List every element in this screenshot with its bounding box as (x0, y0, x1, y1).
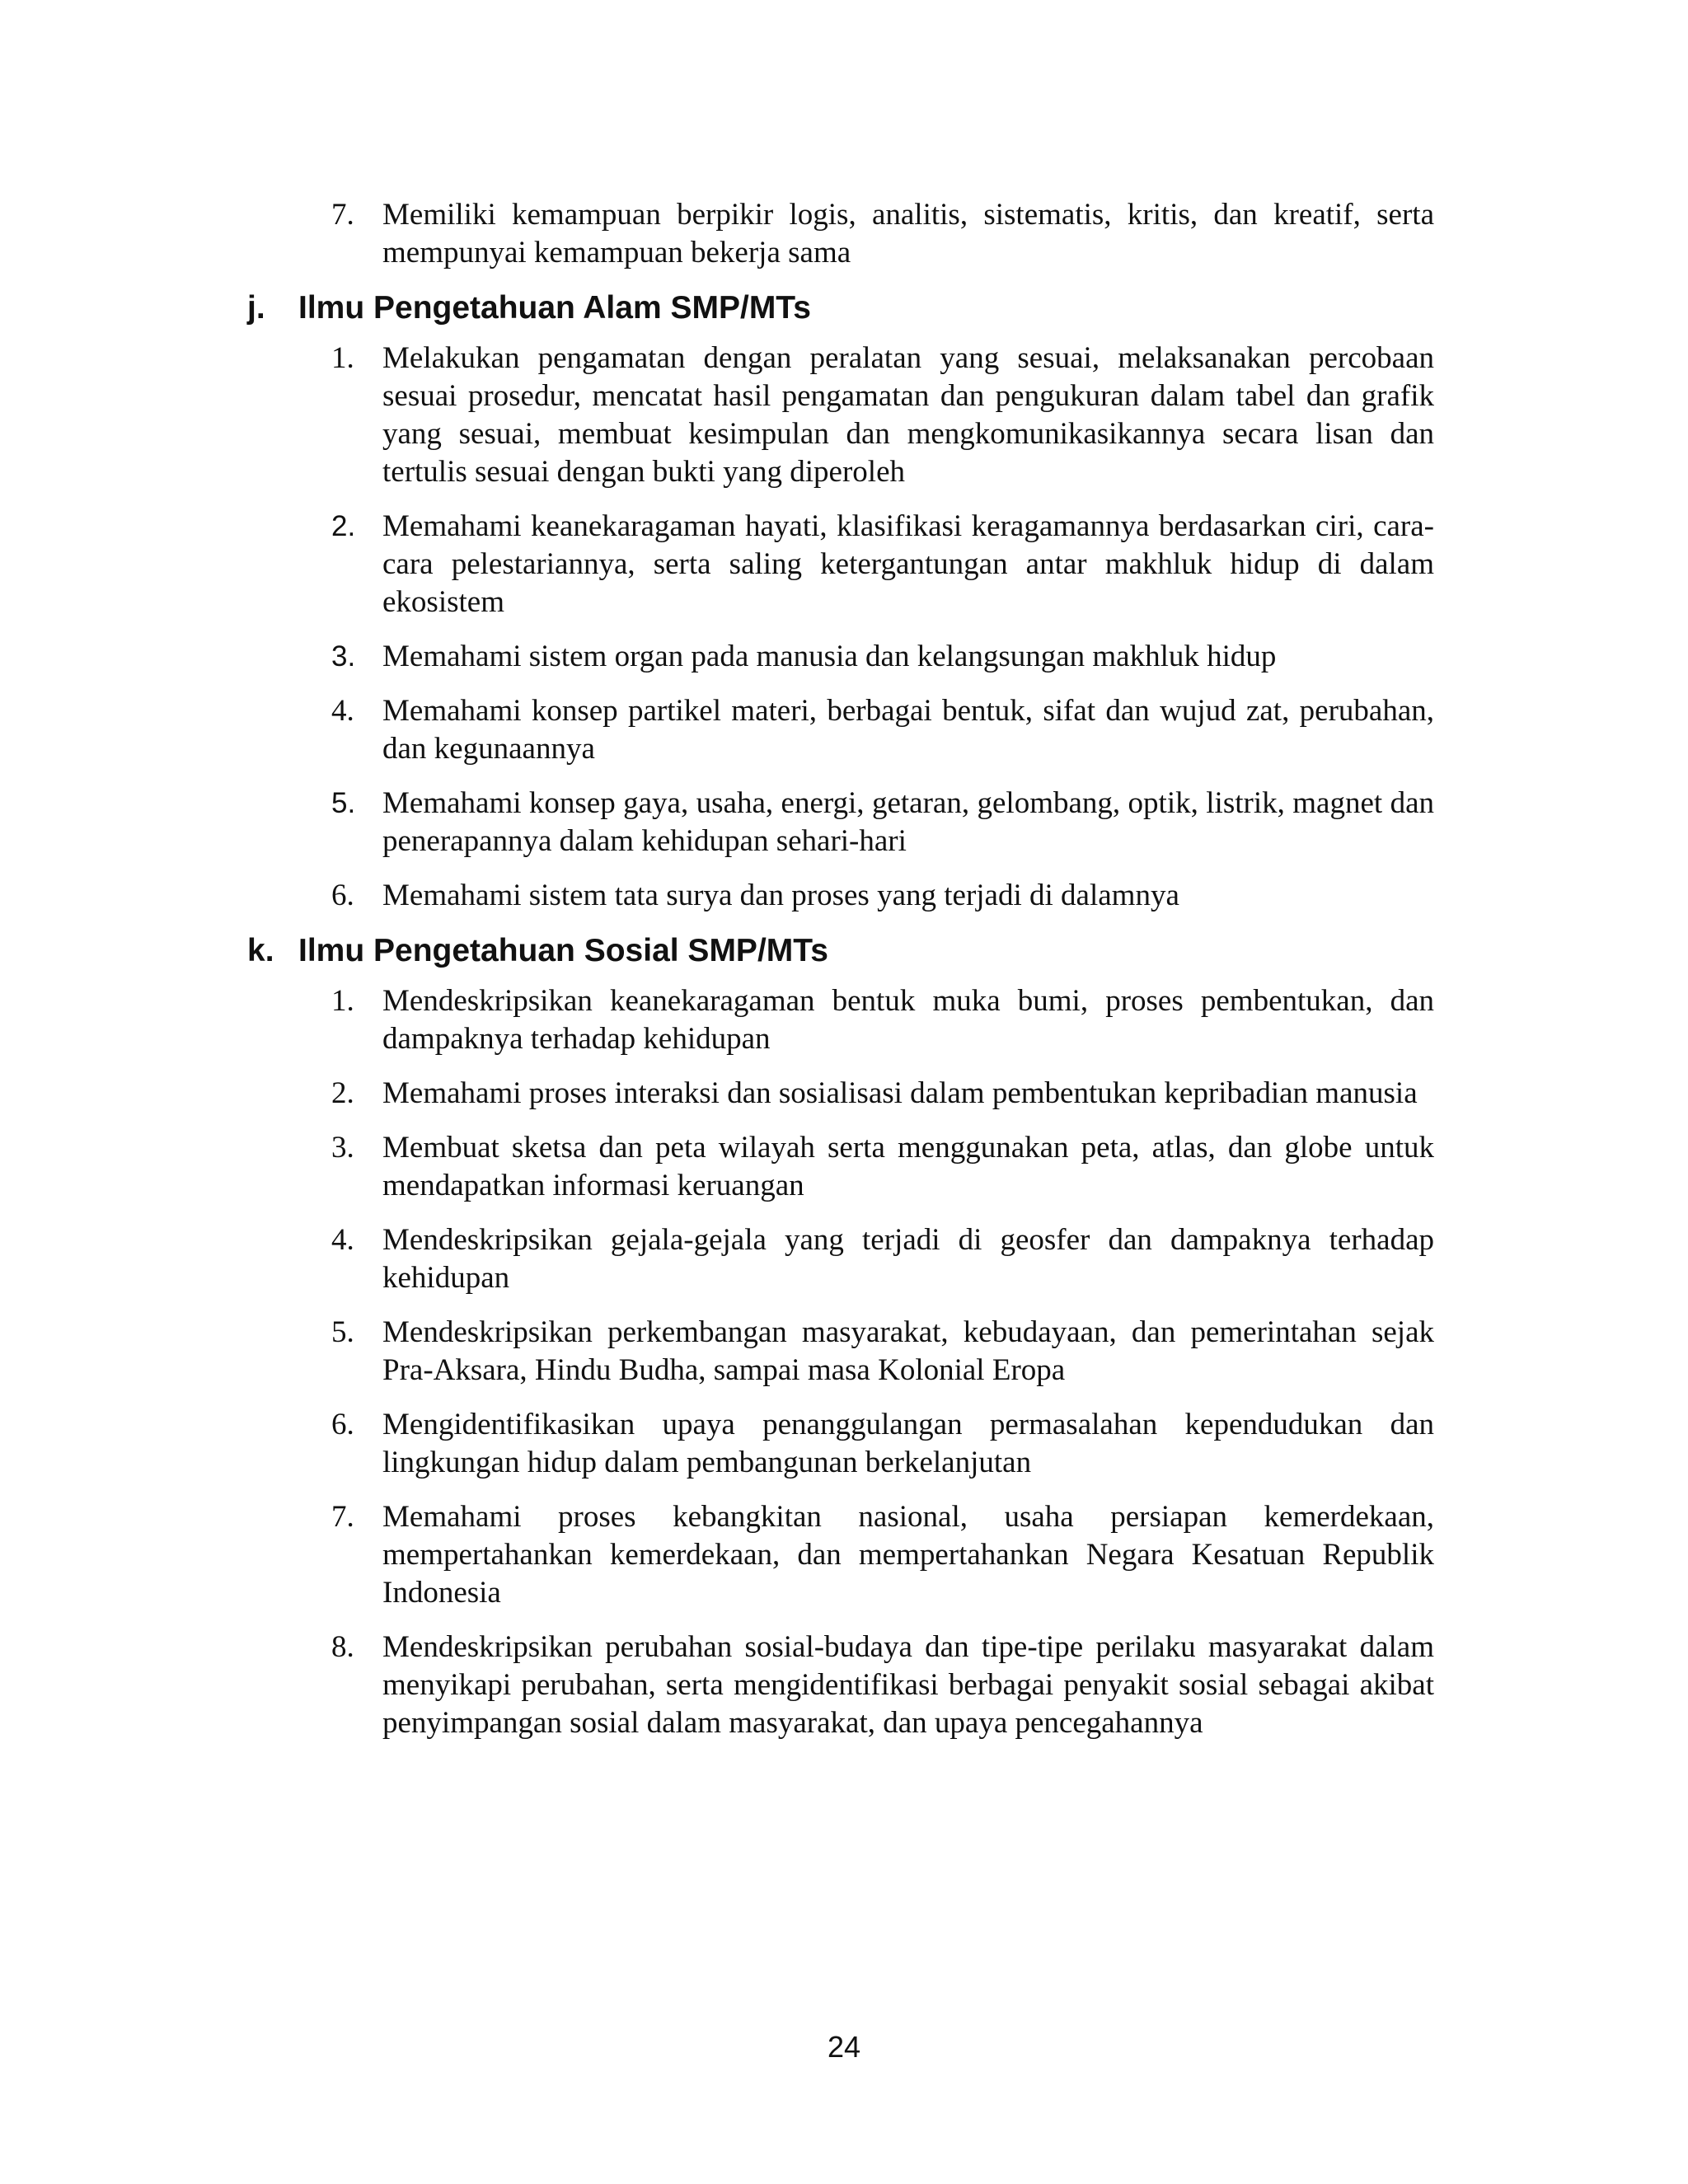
item-text: Memahami proses interaksi dan sosialisasi dalam pembentukan kepribadian manusia (382, 1076, 1418, 1110)
list-item (247, 1075, 1434, 1113)
section-k-list (247, 982, 1434, 1742)
list-item (247, 1314, 1434, 1390)
item-text: Memahami konsep gaya, usaha, energi, getaran, gelombang, optik, listrik, magnet dan penerapannya dalam kehidupan sehari-hari (382, 786, 1434, 858)
item-number: 4. (331, 1223, 354, 1257)
list-item (247, 692, 1434, 768)
page-content (247, 196, 1434, 1759)
item-text: Memahami konsep partikel materi, berbagai bentuk, sifat dan wujud zat, perubahan, dan kegunaannya (382, 694, 1434, 766)
list-item (247, 638, 1434, 676)
item-number: 7. (331, 1500, 354, 1534)
item-text: Melakukan pengamatan dengan peralatan yang sesuai, melaksanakan percobaan sesuai prosedur, mencatat hasil pengamatan dan pengukuran dalam tabel dan grafik yang sesuai, membuat kesimpulan dan mengkomunikasikannya secara lisan dan tertulis sesuai dengan bukti yang diperoleh (382, 341, 1434, 489)
list-item (247, 1629, 1434, 1742)
list-item (247, 982, 1434, 1058)
item-number: 1. (331, 984, 354, 1018)
item-text: Memiliki kemampuan berpikir logis, analitis, sistematis, kritis, dan kreatif, serta mempunyai kemampuan bekerja sama (382, 198, 1434, 269)
page-number: 24 (827, 2030, 861, 2064)
item-number: 3. (331, 1131, 354, 1165)
item-number: 5. (331, 787, 356, 819)
item-text: Memahami sistem organ pada manusia dan kelangsungan makhluk hidup (382, 640, 1277, 673)
list-item (247, 785, 1434, 860)
item-number: 4. (331, 694, 354, 728)
list-item (247, 1129, 1434, 1205)
item-text: Memahami proses kebangkitan nasional, usaha persiapan kemerdekaan, mempertahankan kemerdekaan, dan mempertahankan Negara Kesatuan Republik Indonesia (382, 1500, 1434, 1610)
list-item (247, 877, 1434, 915)
section-j-list (247, 340, 1434, 915)
section-heading-j (247, 288, 1434, 328)
list-item (247, 1406, 1434, 1482)
item-text: Membuat sketsa dan peta wilayah serta menggunakan peta, atlas, dan globe untuk mendapatkan informasi keruangan (382, 1131, 1434, 1202)
item-number: 5. (331, 1315, 354, 1349)
item-text: Mendeskripsikan perubahan sosial-budaya dan tipe-tipe perilaku masyarakat dalam menyikapi perubahan, serta mengidentifikasi berbagai penyakit sosial sebagai akibat penyimpangan sosial dalam masyarakat, dan upaya pencegahannya (382, 1630, 1434, 1740)
item-number: 2. (331, 1076, 354, 1110)
section-letter: j. (247, 290, 265, 326)
section-letter: k. (247, 933, 274, 968)
item-text: Mendeskripsikan keanekaragaman bentuk muka bumi, proses pembentukan, dan dampaknya terhadap kehidupan (382, 984, 1434, 1056)
item-text: Mendeskripsikan perkembangan masyarakat, kebudayaan, dan pemerintahan sejak Pra-Aksara, Hindu Budha, sampai masa Kolonial Eropa (382, 1315, 1434, 1387)
item-text: Mendeskripsikan gejala-gejala yang terjadi di geosfer dan dampaknya terhadap kehidupan (382, 1223, 1434, 1295)
intro-list (247, 196, 1434, 272)
section-title: Ilmu Pengetahuan Sosial SMP/MTs (298, 933, 828, 968)
item-number: 6. (331, 879, 354, 912)
section-heading-k (247, 931, 1434, 971)
item-number: 8. (331, 1630, 354, 1664)
item-text: Memahami keanekaragaman hayati, klasifikasi keragamannya berdasarkan ciri, cara-cara pelestariannya, serta saling ketergantungan antar makhluk hidup di dalam ekosistem (382, 509, 1434, 619)
list-item (247, 508, 1434, 621)
list-item (247, 1498, 1434, 1612)
item-number: 2. (331, 510, 356, 542)
list-item (247, 196, 1434, 272)
list-item (247, 340, 1434, 491)
item-number: 7. (331, 198, 354, 232)
item-number: 1. (331, 341, 354, 375)
list-item (247, 1221, 1434, 1297)
item-number: 3. (331, 640, 356, 673)
item-number: 6. (331, 1408, 354, 1441)
item-text: Memahami sistem tata surya dan proses yang terjadi di dalamnya (382, 879, 1179, 912)
item-text: Mengidentifikasikan upaya penanggulangan permasalahan kependudukan dan lingkungan hidup dalam pembangunan berkelanjutan (382, 1408, 1434, 1479)
section-title: Ilmu Pengetahuan Alam SMP/MTs (298, 290, 811, 326)
